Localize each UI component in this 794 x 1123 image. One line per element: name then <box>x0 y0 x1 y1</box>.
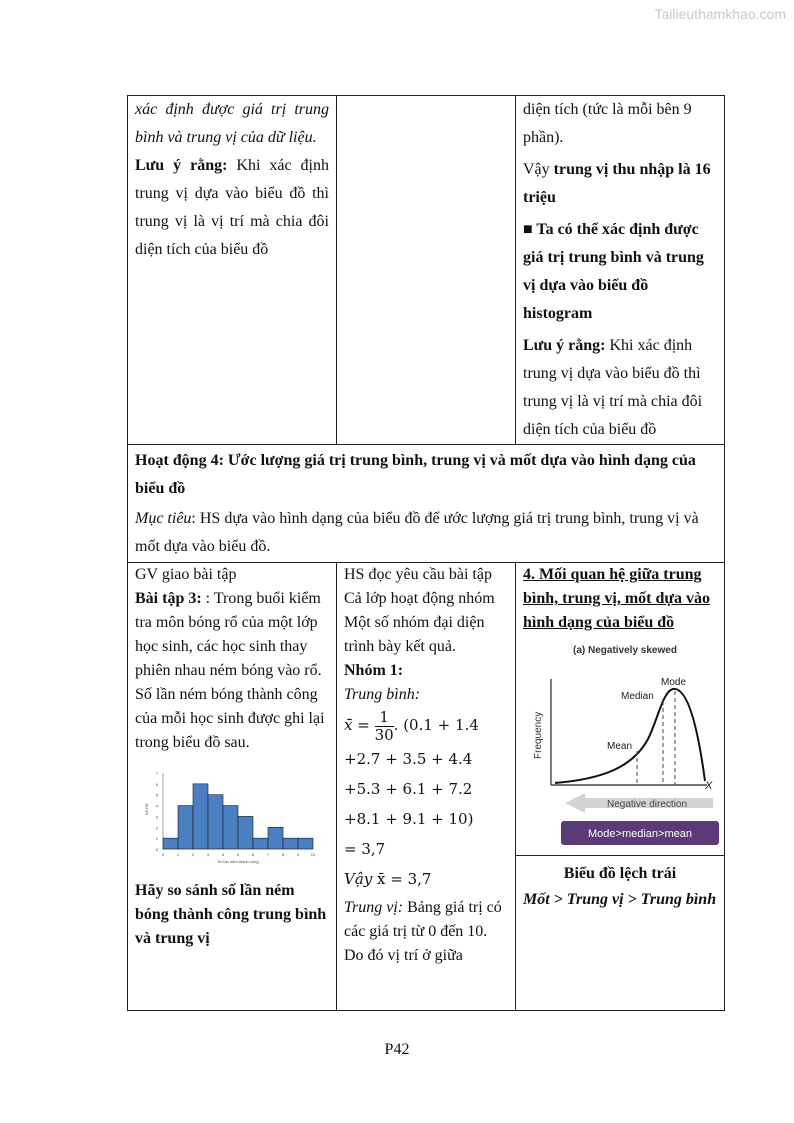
result-line <box>344 864 508 894</box>
note-text: Khi xác định trung vị dựa vào biểu đồ thì trung vị là vị trí mà chia đôi diện tích của biểu đồ <box>523 337 703 438</box>
lesson-table <box>127 95 725 1011</box>
hist-x-tick-label: 9 <box>296 852 300 857</box>
table-row <box>128 96 725 445</box>
group1-label: Nhóm 1: <box>344 662 404 679</box>
activity-goal <box>135 505 717 561</box>
formula-lhs: x̄ = <box>344 716 370 734</box>
histogram-bar <box>238 816 253 849</box>
fraction-denominator: 30 <box>374 725 394 744</box>
row1-col3-note <box>523 332 717 444</box>
row1-note <box>135 152 329 264</box>
table-row <box>128 563 725 1011</box>
fraction-numerator: 1 <box>375 709 394 727</box>
read-text: HS đọc yêu cầu bài tập <box>344 566 492 583</box>
row1-col3-line1: diện tích (tức là mỗi bên 9 phần). <box>523 101 692 146</box>
formula-line-4: +8.1 + 9.1 + 10) <box>344 809 474 828</box>
histogram-bar <box>283 838 298 849</box>
histogram-chart <box>139 767 319 867</box>
mean-label: Trung bình: <box>344 686 421 703</box>
histogram-bullet: ■ Ta có thể xác định được giá trị trung bình và trung vị dựa vào biểu đồ histogram <box>523 221 704 322</box>
hist-x-tick-label: 5 <box>236 852 240 857</box>
formula-part-1: . (0.1 + 1.4 <box>393 716 479 734</box>
row1-col3 <box>516 96 725 445</box>
goal-label: Mục tiêu <box>135 510 192 527</box>
hist-y-tick-label: 5 <box>155 792 158 798</box>
exercise-text <box>135 587 329 755</box>
formula-line-2: +2.7 + 3.5 + 4.4 <box>344 749 473 768</box>
skew-curve <box>555 689 705 783</box>
histogram-bar <box>298 838 313 849</box>
row3-col2 <box>337 563 516 1011</box>
note-label: Lưu ý rằng: <box>135 157 228 174</box>
histogram-bar <box>208 795 223 849</box>
skew-caption: Biểu đồ lệch trái <box>563 865 677 882</box>
hist-y-tick-label: 6 <box>155 781 158 787</box>
hist-x-tick-label: 6 <box>251 852 255 857</box>
hist-y-tick-label: 3 <box>155 814 158 820</box>
hist-x-tick-label: 7 <box>266 852 270 857</box>
row1-col3-median <box>523 156 717 212</box>
histogram-bar <box>268 827 283 849</box>
hist-x-axis-label: Số lần ném thành công <box>217 859 259 864</box>
assign-text: GV giao bài tập <box>135 566 237 583</box>
median-text <box>344 896 508 968</box>
exercise-body: : Trong buổi kiểm tra môn bóng rổ của một lớp học sinh, các học sinh thay phiên nhau ném bóng vào rổ. Số lần ném bóng thành công của mỗi học sinh được ghi lại trong biểu đồ sau. <box>135 590 325 751</box>
page-number: P42 <box>384 1041 410 1058</box>
formula-line-3: +5.3 + 6.1 + 7.2 <box>344 779 473 798</box>
goal-text: : HS dựa vào hình dạng của biểu đồ để ước lượng giá trị trung bình, trung vị và mốt dựa vào biểu đồ. <box>135 510 699 555</box>
hist-y-tick-label: 4 <box>155 803 158 809</box>
skew-diagram <box>523 639 719 849</box>
hist-y-tick-label: 2 <box>155 825 158 831</box>
arrow-label: Negative direction <box>607 799 688 810</box>
row3-col3 <box>516 563 725 1011</box>
relation-heading: 4. Mối quan hệ giữa trung bình, trung vị, mốt dựa vào hình dạng của biểu đồ <box>523 566 710 631</box>
hist-x-tick-label: 2 <box>191 852 195 857</box>
hist-x-tick-label: 8 <box>281 852 285 857</box>
median-label: Median <box>621 691 654 702</box>
mode-label: Mode <box>661 677 687 688</box>
skew-chart-title: (a) Negatively skewed <box>573 645 677 656</box>
histogram-bar <box>193 784 208 849</box>
hist-y-tick-label: 7 <box>155 771 158 776</box>
result-label: Vậy <box>344 869 373 888</box>
skew-conclusion: Mốt > Trung vị > Trung bình <box>523 891 717 908</box>
fraction <box>375 709 394 744</box>
result-value: x̄ = 3,7 <box>372 869 432 888</box>
formula-line-5: = 3,7 <box>344 839 386 858</box>
histogram-bar <box>223 806 238 849</box>
row1-col1 <box>128 96 337 445</box>
median-label: Trung vị: <box>344 898 404 916</box>
relation-box-text: Mode>median>mean <box>588 828 692 840</box>
note-text: Khi xác định trung vị dựa vào biểu đồ thì trung vị là vị trí mà chia đôi diện tích của biểu đồ <box>135 157 329 258</box>
exercise-label: Bài tập 3: <box>135 590 202 607</box>
present-text: Một số nhóm đại diện trình bày kết quả. <box>344 614 485 655</box>
row2-cell <box>128 445 725 563</box>
median-bold: trung vị thu nhập là 16 triệu <box>523 161 711 206</box>
hist-x-tick-label: 3 <box>206 852 210 857</box>
caption-rule <box>516 855 724 856</box>
median-body: Bảng giá trị có các giá trị từ 0 đến 10. Do đó vị trí ở giữa <box>344 898 502 964</box>
hist-x-tick-label: 4 <box>221 852 225 857</box>
hist-x-tick-label: 1 <box>176 852 180 857</box>
hist-y-axis-label: Số HS <box>144 803 149 815</box>
compare-question: Hãy so sánh số lần ném bóng thành công trung bình và trung vị <box>135 882 327 947</box>
histogram-bar <box>253 838 268 849</box>
note-label: Lưu ý rằng: <box>523 337 606 354</box>
row1-intro-text: xác định được giá trị trung bình và trung vị của dữ liệu. <box>135 101 329 146</box>
histogram-bar <box>178 806 193 849</box>
mean-label: Mean <box>607 741 633 752</box>
watermark: Tailieuthamkhao.com <box>654 6 786 22</box>
hist-y-tick-label: 0 <box>155 847 158 852</box>
row3-col1 <box>128 563 337 1011</box>
group-work-text: Cả lớp hoạt động nhóm <box>344 590 495 607</box>
table-row <box>128 445 725 563</box>
activity-title: Hoạt động 4: Ước lượng giá trị trung bình, trung vị và mốt dựa vào hình dạng của biểu đồ <box>135 452 696 497</box>
row1-col2 <box>337 96 516 445</box>
formula-line-1 <box>344 707 508 744</box>
median-prefix: Vậy <box>523 161 554 178</box>
hist-x-tick-label: 10 <box>310 852 316 857</box>
hist-x-tick-label: 0 <box>161 852 165 857</box>
histogram-bar <box>163 838 178 849</box>
frequency-label: Frequency <box>533 711 544 759</box>
x-label: X <box>705 780 713 792</box>
hist-y-tick-label: 1 <box>155 836 158 842</box>
